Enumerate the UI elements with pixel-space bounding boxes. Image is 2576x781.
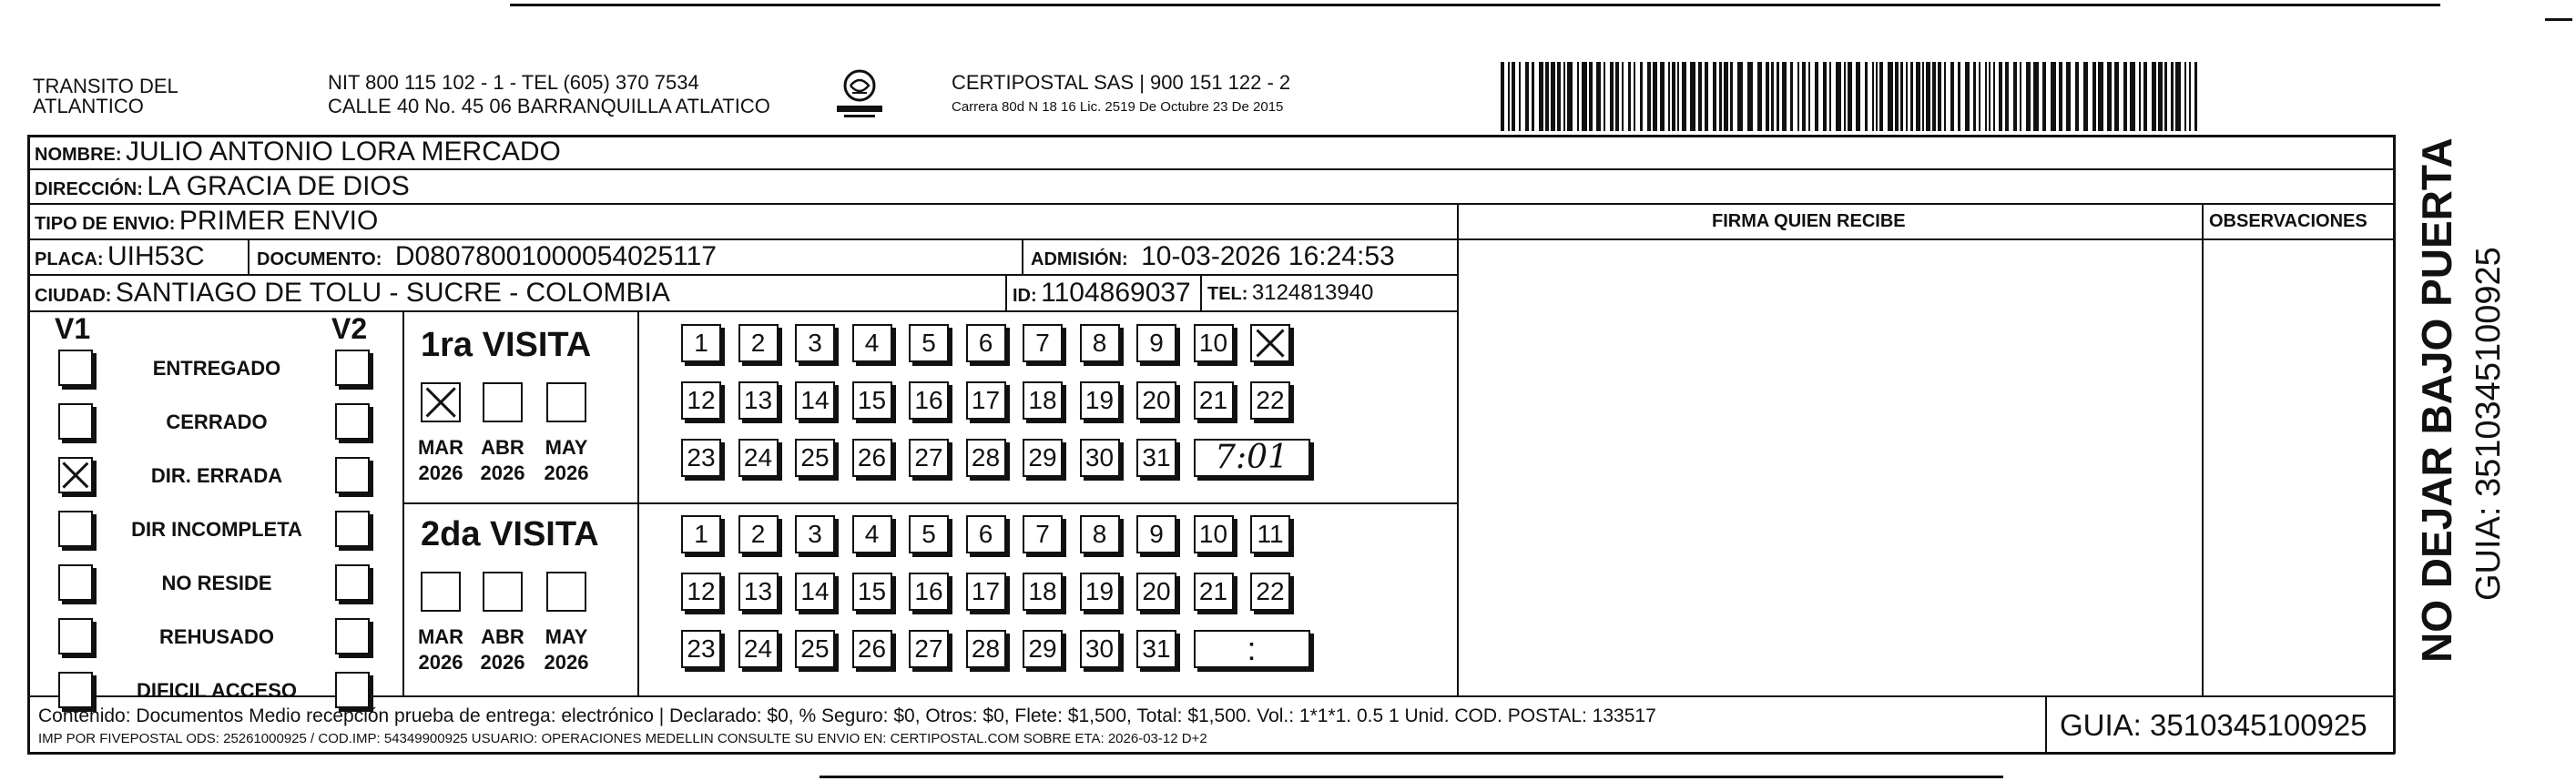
barcode-bar (1900, 62, 1903, 131)
admision-row (1031, 243, 1395, 270)
row-sep-2 (27, 203, 2395, 205)
barcode-bar (2026, 62, 2031, 131)
barcode-bar (2158, 62, 2163, 131)
direccion-value: LA GRACIA DE DIOS (147, 171, 410, 201)
barcode-bar (1628, 62, 1631, 131)
firma-divider (1457, 203, 1459, 695)
barcode-bar (2042, 62, 2046, 131)
barcode-bar (1563, 62, 1565, 131)
second-day-box[interactable]: 25 (795, 630, 835, 668)
v2-checkbox[interactable] (335, 618, 370, 654)
barcode-bar (2075, 62, 2079, 131)
row-sep-footer (27, 695, 2395, 697)
barcode-bar (1596, 62, 1601, 131)
first-day-box[interactable]: 12 (681, 381, 721, 420)
firma-label: FIRMA QUIEN RECIBE (1712, 211, 1906, 231)
bottom-scan-line (820, 776, 2003, 778)
second-day-box[interactable]: 1 (681, 515, 721, 553)
barcode-bar (1944, 62, 1946, 131)
side-guia: GUIA: 3510345100925 (2469, 247, 2508, 601)
barcode-bar (1545, 62, 1549, 131)
status-label: DIR INCOMPLETA (131, 518, 302, 541)
second-day-box[interactable]: 28 (966, 630, 1006, 668)
barcode-bar (1551, 62, 1555, 131)
ciudad-value: SANTIAGO DE TOLU - SUCRE - COLOMBIA (115, 278, 670, 308)
tel-label: TEL: (1207, 284, 1248, 304)
second-day-box[interactable]: 22 (1250, 573, 1290, 611)
first-day-box[interactable]: 2 (738, 324, 779, 362)
v1-checkbox[interactable] (58, 403, 93, 440)
second-day-box[interactable]: 20 (1136, 573, 1176, 611)
documento-value: D08078001000054025117 (394, 241, 717, 271)
id-label: ID: (1013, 286, 1037, 306)
status-label: NO RESIDE (161, 572, 272, 594)
barcode-bar (1532, 62, 1534, 131)
v1-checkbox[interactable] (58, 564, 93, 601)
placa-value: UIH53C (107, 241, 205, 271)
barcode-bar (2171, 62, 2174, 131)
documento-label: DOCUMENTO: (257, 249, 382, 269)
barcode-bar (1888, 62, 1893, 131)
barcode-bar (2107, 62, 2112, 131)
second-day-box[interactable]: 18 (1023, 573, 1063, 611)
barcode-bar (1519, 62, 1521, 131)
barcode-bar (1973, 62, 1976, 131)
barcode-bar (1777, 62, 1779, 131)
barcode-bar (2033, 62, 2039, 131)
barcode-bar (2152, 62, 2156, 131)
sender-address: CALLE 40 No. 45 06 BARRANQUILLA ATLATICO (328, 95, 770, 117)
barcode-bar (2139, 62, 2141, 131)
barcode-bar (2020, 62, 2021, 131)
certipostal-logo (833, 66, 886, 120)
first-day-box[interactable]: 7 (1023, 324, 1063, 362)
first-day-box[interactable]: 27 (909, 439, 949, 477)
first-month-checkbox[interactable] (483, 382, 523, 422)
barcode-bar (1640, 62, 1643, 131)
observaciones-divider (2202, 203, 2204, 695)
barcode-bar (1985, 62, 1987, 131)
barcode-bar (1501, 62, 1504, 131)
second-day-box[interactable]: 15 (852, 573, 892, 611)
barcode-bar (1790, 62, 1793, 131)
frame-left (27, 135, 30, 754)
status-label: DIR. ERRADA (150, 464, 283, 487)
barcode-bar (1876, 62, 1878, 131)
barcode-bar (2114, 62, 2119, 131)
placa-row (35, 243, 205, 270)
first-day-box[interactable]: 1 (681, 324, 721, 362)
first-day-box[interactable]: 20 (1136, 381, 1176, 420)
v2-checkbox[interactable] (335, 457, 370, 493)
first-day-box[interactable]: 9 (1136, 324, 1176, 362)
barcode-bar (1879, 62, 1883, 131)
barcode-bar (1730, 62, 1733, 131)
barcode-bar (2005, 62, 2009, 131)
barcode-bar (1856, 62, 1860, 131)
nombre-value: JULIO ANTONIO LORA MERCADO (126, 137, 561, 167)
top-scan-line (510, 4, 2440, 6)
first-day-box[interactable]: 31 (1136, 439, 1176, 477)
first-day-box[interactable]: 16 (909, 381, 949, 420)
first-day-box[interactable]: 25 (795, 439, 835, 477)
second-month-label: MAR 2026 (417, 625, 464, 674)
first-day-box[interactable]: 5 (909, 324, 949, 362)
row-sep-3b (1457, 238, 2395, 240)
barcode-bar (1815, 62, 1818, 131)
barcode-bar (1932, 62, 1936, 131)
barcode-bar (1808, 62, 1810, 131)
barcode-bar (1724, 62, 1728, 131)
second-day-box[interactable]: 23 (681, 630, 721, 668)
barcode-bar (1677, 62, 1679, 131)
barcode-bar (1797, 62, 1799, 131)
barcode-bar (1916, 62, 1920, 131)
row-sep-4 (27, 274, 1459, 276)
second-day-box[interactable]: 8 (1080, 515, 1120, 553)
second-day-box[interactable]: 6 (966, 515, 1006, 553)
nombre-label: NOMBRE: (35, 145, 122, 165)
second-day-box[interactable]: 14 (795, 573, 835, 611)
barcode-bar (1999, 62, 2002, 131)
first-day-box[interactable]: 26 (852, 439, 892, 477)
courier-address: Carrera 80d N 18 16 Lic. 2519 De Octubre 23 De 2015 (952, 99, 1284, 115)
first-visit-title: 1ra VISITA (421, 326, 592, 364)
documento-row (257, 243, 717, 270)
barcode-bar (1872, 62, 1874, 131)
second-day-box[interactable]: 27 (909, 630, 949, 668)
barcode-bar (1906, 62, 1908, 131)
barcode-bar (2175, 62, 2181, 131)
visit-split (402, 502, 1459, 504)
first-day-box-marked[interactable] (1250, 324, 1290, 362)
barcode-bar (1582, 62, 1587, 131)
second-visit-title: 2da VISITA (421, 515, 599, 553)
second-day-box[interactable]: 16 (909, 573, 949, 611)
barcode-bar (1829, 62, 1831, 131)
second-day-box[interactable]: 9 (1136, 515, 1176, 553)
barcode-bar (1615, 62, 1619, 131)
sender-name-line2: ATLANTICO (33, 95, 144, 117)
second-day-box[interactable]: 2 (738, 515, 779, 553)
direccion-label: DIRECCIÓN: (35, 179, 143, 199)
first-day-box[interactable]: 6 (966, 324, 1006, 362)
barcode-bar (1802, 62, 1806, 131)
placa-divider (248, 238, 249, 274)
right-edge-mark (2545, 18, 2572, 21)
barcode-bar (2098, 62, 2103, 131)
footer-guia-box: GUIA: 3510345100925 (2060, 708, 2367, 742)
barcode-bar (2059, 62, 2062, 131)
second-day-box[interactable]: 30 (1080, 630, 1120, 668)
barcode-bar (2066, 62, 2071, 131)
first-month-label: ABR 2026 (480, 436, 525, 484)
nombre-row (35, 138, 561, 166)
first-day-box[interactable]: 29 (1023, 439, 1063, 477)
guia-box-divider (2045, 695, 2047, 754)
barcode-bar (1647, 62, 1651, 131)
tipo-envio-row (35, 208, 378, 235)
second-day-box[interactable]: 11 (1250, 515, 1290, 553)
barcode-bar (1705, 62, 1708, 131)
checked-x-icon (1256, 329, 1285, 358)
second-month-label: MAY 2026 (544, 625, 589, 674)
barcode-bar (1737, 62, 1743, 131)
direccion-row (35, 173, 410, 200)
second-day-box[interactable]: 21 (1194, 573, 1234, 611)
checked-x-icon (425, 387, 456, 418)
barcode-bar (1926, 62, 1930, 131)
second-day-box[interactable]: 17 (966, 573, 1006, 611)
ciudad-row (35, 279, 670, 307)
v2-label: V2 (331, 312, 368, 345)
barcode-bar (1865, 62, 1868, 131)
barcode-bar (1771, 62, 1774, 131)
barcode-bar (1622, 62, 1624, 131)
row-sep-3 (27, 238, 1459, 240)
barcode-bar (1682, 62, 1686, 131)
first-day-box[interactable]: 14 (795, 381, 835, 420)
first-month-label: MAR 2026 (417, 436, 464, 484)
tipo-envio-label: TIPO DE ENVIO: (35, 214, 176, 234)
v2-checkbox[interactable] (335, 511, 370, 547)
second-month-checkbox[interactable] (546, 572, 586, 612)
admision-value: 10-03-2026 16:24:53 (1141, 241, 1395, 271)
first-day-box[interactable]: 10 (1194, 324, 1234, 362)
second-day-box[interactable]: 4 (852, 515, 892, 553)
sender-nit: NIT 800 115 102 - 1 - TEL (605) 370 7534 (328, 71, 699, 94)
tel-divider (1200, 274, 1202, 310)
barcode-bar (2143, 62, 2147, 131)
v1-label: V1 (55, 312, 91, 345)
footer-contenido: Contenido: Documentos Medio recepción prueba de entrega: electrónico | Declarado: $0, % Seguro: $0, Otros: $0, Flete: $1,500, Total: $1,500. Vol.: 1*1*1. 0.5 1 Unid. COD. POSTAL: 133517 (38, 705, 1656, 726)
row-sep-1 (27, 168, 2395, 170)
row-sep-5 (27, 310, 1459, 312)
second-day-box[interactable]: 19 (1080, 573, 1120, 611)
barcode-bar (2194, 62, 2197, 131)
barcode-bar (2092, 62, 2096, 131)
barcode-bar (1965, 62, 1970, 131)
barcode-bar (1938, 62, 1941, 131)
second-day-box[interactable]: 26 (852, 630, 892, 668)
barcode-bar (1922, 62, 1924, 131)
second-day-box[interactable]: 12 (681, 573, 721, 611)
status-label: CERRADO (166, 411, 268, 433)
v2-checkbox[interactable] (335, 350, 370, 386)
barcode-bar (2013, 62, 2017, 131)
first-time-box[interactable]: 7:01 (1194, 439, 1310, 477)
barcode-bar (1660, 62, 1665, 131)
barcode-bar (1577, 62, 1579, 131)
first-month-checkbox[interactable] (546, 382, 586, 422)
second-day-box[interactable]: 24 (738, 630, 779, 668)
barcode-bar (2083, 62, 2088, 131)
v2-checkbox[interactable] (335, 672, 370, 708)
barcode-bar (2123, 62, 2127, 131)
barcode-bar (1634, 62, 1635, 131)
second-month-checkbox[interactable] (421, 572, 461, 612)
first-day-box[interactable]: 21 (1194, 381, 1234, 420)
checked-x-icon (62, 461, 89, 490)
first-day-box[interactable]: 18 (1023, 381, 1063, 420)
first-day-box[interactable]: 3 (795, 324, 835, 362)
placa-label: PLACA: (35, 249, 104, 269)
v1-checkbox[interactable] (58, 672, 93, 708)
second-day-box[interactable]: 13 (738, 573, 779, 611)
first-day-box[interactable]: 13 (738, 381, 779, 420)
barcode-bar (1823, 62, 1827, 131)
v1-checkbox[interactable] (58, 511, 93, 547)
first-month-checkbox[interactable] (421, 382, 461, 422)
v2-checkbox[interactable] (335, 403, 370, 440)
barcode-bar (1539, 62, 1543, 131)
barcode-bar (1895, 62, 1899, 131)
v1-checkbox[interactable] (58, 350, 93, 386)
barcode-bar (1668, 62, 1670, 131)
tipo-envio-value: PRIMER ENVIO (178, 206, 379, 236)
barcode (1501, 62, 2200, 131)
v2-checkbox[interactable] (335, 564, 370, 601)
barcode-bar (1958, 62, 1960, 131)
first-day-box[interactable]: 17 (966, 381, 1006, 420)
barcode-bar (1610, 62, 1614, 131)
status-label: DIFICIL ACCESO (136, 679, 297, 702)
first-day-box[interactable]: 8 (1080, 324, 1120, 362)
barcode-bar (1950, 62, 1954, 131)
second-day-box[interactable]: 3 (795, 515, 835, 553)
barcode-bar (1589, 62, 1593, 131)
barcode-bar (2051, 62, 2056, 131)
barcode-bar (1844, 62, 1846, 131)
second-day-box[interactable]: 5 (909, 515, 949, 553)
barcode-bar (1989, 62, 1991, 131)
barcode-bar (1690, 62, 1695, 131)
id-row (1013, 279, 1191, 307)
id-divider (1005, 274, 1007, 310)
barcode-bar (1719, 62, 1722, 131)
first-day-box[interactable]: 22 (1250, 381, 1290, 420)
side-warning: NO DEJAR BAJO PUERTA (2413, 137, 2460, 663)
courier-name: CERTIPOSTAL SAS | 900 151 122 - 2 (952, 71, 1291, 94)
second-month-label: ABR 2026 (480, 625, 525, 674)
first-day-box[interactable]: 4 (852, 324, 892, 362)
barcode-bar (2164, 62, 2167, 131)
second-month-checkbox[interactable] (483, 572, 523, 612)
barcode-bar (1766, 62, 1769, 131)
ciudad-label: CIUDAD: (35, 286, 112, 306)
admision-divider (1022, 238, 1023, 274)
first-day-box[interactable]: 19 (1080, 381, 1120, 420)
barcode-bar (1604, 62, 1605, 131)
first-day-box[interactable]: 24 (738, 439, 779, 477)
barcode-bar (1512, 62, 1515, 131)
frame-right (2393, 135, 2396, 754)
second-day-box[interactable]: 31 (1136, 630, 1176, 668)
first-day-box[interactable]: 15 (852, 381, 892, 420)
barcode-bar (2189, 62, 2191, 131)
barcode-bar (1653, 62, 1657, 131)
admision-label: ADMISIÓN: (1031, 249, 1128, 269)
second-time-box[interactable]: : (1194, 630, 1310, 668)
footer-imp: IMP POR FIVEPOSTAL ODS: 25261000925 / COD.IMP: 54349900925 USUARIO: OPERACIONES MEDELLIN CONSULTE SU ENVIO EN: CERTIPOSTAL.COM SOBRE ETA: 2026-03-12 D+2 (38, 731, 1207, 746)
barcode-bar (1979, 62, 1980, 131)
status-label: ENTREGADO (152, 357, 281, 380)
tel-row (1207, 282, 1373, 304)
frame-bottom (27, 752, 2395, 755)
barcode-bar (1747, 62, 1753, 131)
first-day-box[interactable]: 28 (966, 439, 1006, 477)
barcode-bar (1557, 62, 1561, 131)
barcode-bar (1910, 62, 1913, 131)
tel-value: 3124813940 (1251, 280, 1374, 305)
barcode-bar (1525, 62, 1529, 131)
barcode-bar (1567, 62, 1573, 131)
sender-name-line1: TRANSITO DEL (33, 75, 178, 97)
barcode-bar (1993, 62, 1995, 131)
second-day-box[interactable]: 29 (1023, 630, 1063, 668)
first-day-box[interactable]: 23 (681, 439, 721, 477)
first-month-label: MAY 2026 (544, 436, 589, 484)
observaciones-label: OBSERVACIONES (2209, 211, 2367, 231)
second-day-box[interactable]: 10 (1194, 515, 1234, 553)
barcode-bar (1713, 62, 1716, 131)
v1-checkbox[interactable] (58, 618, 93, 654)
barcode-bar (1782, 62, 1787, 131)
v1-checkbox[interactable] (58, 457, 93, 493)
barcode-bar (1508, 62, 1510, 131)
status-label: REHUSADO (159, 625, 274, 648)
first-day-box[interactable]: 30 (1080, 439, 1120, 477)
barcode-bar (1836, 62, 1841, 131)
barcode-bar (1698, 62, 1702, 131)
id-value: 1104869037 (1041, 278, 1191, 308)
barcode-bar (1672, 62, 1675, 131)
barcode-bar (2184, 62, 2186, 131)
barcode-bar (2130, 62, 2135, 131)
barcode-bar (1848, 62, 1852, 131)
barcode-bar (1757, 62, 1762, 131)
second-day-box[interactable]: 7 (1023, 515, 1063, 553)
